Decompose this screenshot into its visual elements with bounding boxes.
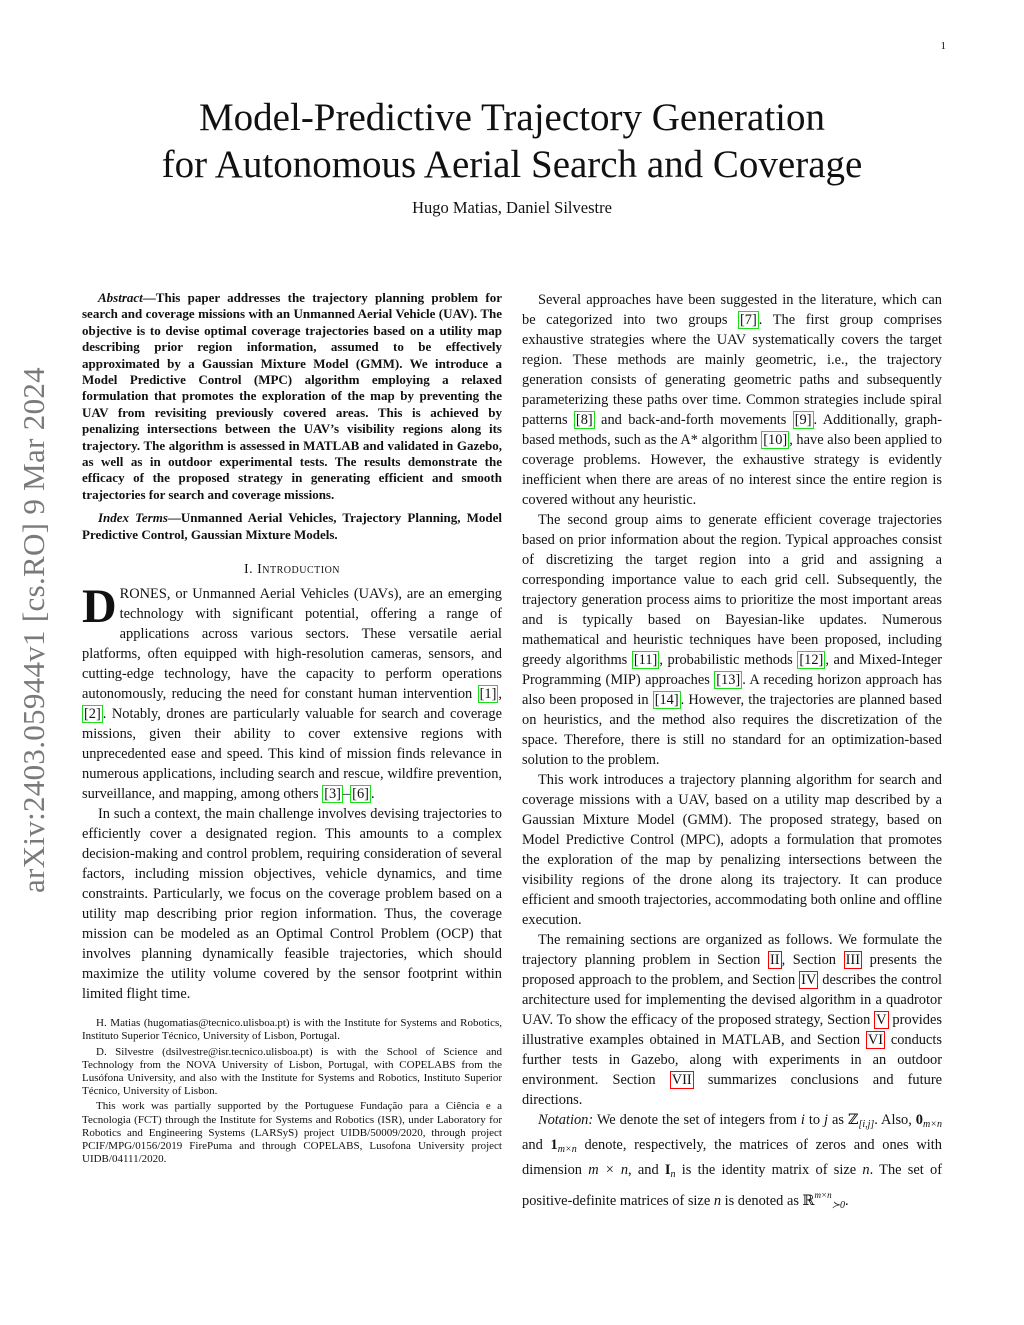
page-number: 1 — [940, 40, 946, 52]
abstract — [82, 290, 502, 503]
title-line-1: Model-Predictive Trajectory Generation — [199, 96, 825, 139]
math-symbol: 0 — [915, 1112, 923, 1128]
section-ref-link[interactable]: II — [769, 952, 780, 968]
body-text: . However, the trajectories are planned based on heuristics, and the method also requires the discretization of the space. Therefore, there is still no standard for an optimization-based solution to the problem. — [522, 692, 942, 768]
section-ref-link[interactable]: VII — [671, 1072, 692, 1088]
left-column — [82, 290, 502, 1168]
math-symbol: 1 — [550, 1137, 558, 1153]
math-symbol: I — [664, 1162, 671, 1178]
section-ref-link[interactable]: V — [876, 1012, 887, 1028]
abstract-text: —This paper addresses the trajectory planning problem for search and coverage missions with an Unmanned Aerial Vehicle (UAV). The objective is to devise optimal coverage trajectories based on a utility map describing prior region information, assumed to be effectively approximated by a Gaussian Mixture Model (GMM). We introduce a Model Predictive Control (MPC) algorithm employing a relaxed formulation that promotes the exploration of the map by preventing the UAV from revisiting previously covered areas. This is achieved by penalizing intersections between the UAV’s visibility regions along its trajectory. The algorithm is assessed in MATLAB and validated in Gazebo, as well as in outdoor experimental tests. The results demonstrate the efficacy of the proposed strategy in generating efficient and smooth trajectories for search and coverage missions. — [82, 290, 502, 502]
citation-link[interactable]: [14] — [654, 692, 679, 708]
footnote-author-2: D. Silvestre (dsilvestre@isr.tecnico.ulisboa.pt) is with the School of Science and Technology from the NOVA University of Lisbon, Portugal, with COPELABS from the Lusófona University, and also with the Institute for Systems and Robotics, Instituto Superior Técnico, University of Lisbon. — [82, 1045, 502, 1098]
body-text: . The first group comprises exhaustive strategies where the UAV systematically covers the target region. These methods are mainly geometric, i.e., the trajectory generation consists of generating geometric paths and subsequently parameterizing these paths over time. Common strategies include spiral patterns — [522, 312, 942, 428]
intro-text: . — [370, 786, 375, 803]
citation-link[interactable]: [8] — [575, 412, 593, 428]
index-terms-label: Index Terms — [98, 510, 168, 526]
math-symbol: j — [824, 1112, 829, 1128]
body-text: denote, respectively, the matrices of zeros and ones with dimension — [522, 1137, 942, 1178]
intro-text: RONES, or Unmanned Aerial Vehicles (UAVs), are an emerging technology with significant potential, offering a range of applications across various sectors. These versatile aerial platforms, often equipped with high-resolution cameras, sensors, and cutting-edge technology, have the capacity to perform operations autonomously, reducing the need for constant human intervention — [82, 586, 502, 703]
contribution-paragraph: This work introduces a trajectory planning algorithm for search and coverage missions with a UAV, based on a utility map described by a Gaussian Mixture Model (GMM). The proposed strategy, based on Model Predictive Control (MPC), adopts a formulation that promotes the exploration of the map by penalizing intersections between the visibility regions of the drone along its trajectory. It can produce efficient and smooth trajectories, accommodating both online and offline execution. — [522, 772, 942, 928]
math-superscript: m×n — [814, 1190, 832, 1200]
intro-text: . Notably, drones are particularly valuable for search and coverage missions, given their ability to cover extensive regions with unprecedented ease and speed. This kind of mission finds relevance in numerous applications, including search and rescue, wildfire prevention, surveillance, and mapping, among others — [82, 706, 502, 803]
body-text: is denoted as ℝ — [721, 1193, 815, 1209]
body-text: Several approaches have been suggested in the literature, which can be categorized into two groups — [522, 292, 942, 328]
paper-title — [80, 94, 944, 188]
organization-paragraph — [522, 930, 942, 1110]
related-work-paragraph-2 — [522, 510, 942, 770]
body-text: We denote the set of integers from — [593, 1112, 801, 1128]
citation-link[interactable]: [3] — [324, 786, 341, 803]
separator: – — [342, 786, 351, 803]
math-symbol: i — [800, 1112, 805, 1128]
citation-link[interactable]: [9] — [794, 412, 812, 428]
index-terms — [82, 510, 502, 543]
footnotes — [82, 1017, 502, 1166]
body-text: The second group aims to generate efficient coverage trajectories based on prior information about the region. Typical approaches consist of discretizing the target region into a grid and assigning a corresponding importance value to each grid cell. Subsequently, the trajectory generation process aims to prioritize the most important areas and is typically based on Bayesian-like updates. Numerous mathematical and heuristic techniques have been proposed, including greedy algorithms — [522, 512, 942, 668]
body-text: . Additionally, graph-based methods, such as the A* algorithm — [522, 412, 943, 448]
body-text: provides illustrative examples obtained in MATLAB, and Section — [522, 1012, 942, 1048]
index-terms-text: —Unmanned Aerial Vehicles, Trajectory Planning, Model Predictive Control, Gaussian Mixture Models. — [82, 510, 502, 542]
body-text: presents the proposed approach to the problem, and Section — [522, 952, 943, 988]
body-text: The remaining sections are organized as follows. We formulate the trajectory planning problem in Section — [522, 932, 942, 968]
citation-link[interactable]: [7] — [740, 312, 757, 328]
section-ref-link[interactable]: III — [845, 952, 860, 968]
body-text: , probabilistic methods — [659, 652, 798, 668]
math-subscript: [i,j] — [858, 1119, 875, 1130]
citation-link[interactable]: [11] — [633, 652, 658, 668]
math-symbol: m × n — [588, 1162, 629, 1178]
body-text: conducts further tests in Gazebo, along with experiments in an outdoor environment. Section — [522, 1032, 942, 1088]
arxiv-identifier-stamp: arXiv:2403.05944v1 [cs.RO] 9 Mar 2024 — [16, 367, 51, 893]
intro-paragraph-1 — [82, 580, 502, 804]
body-text: , and Mixed-Integer Programming (MIP) approaches — [522, 652, 943, 688]
section-ref-link[interactable]: IV — [801, 972, 817, 988]
body-text: . — [844, 1193, 849, 1209]
body-text: and — [522, 1137, 551, 1153]
body-text: is the identity matrix of size — [675, 1162, 863, 1178]
body-text: , Section — [781, 952, 844, 968]
math-subscript: n — [670, 1169, 676, 1180]
body-text: and back-and-forth movements — [594, 412, 793, 428]
body-text: . A receding horizon approach has also been proposed in — [522, 672, 942, 708]
citation-link[interactable]: [10] — [763, 432, 788, 448]
citation-link[interactable]: [6] — [352, 786, 369, 803]
citation-link[interactable]: [2] — [84, 706, 101, 723]
body-text: as ℤ — [828, 1112, 859, 1128]
title-line-2: for Autonomous Aerial Search and Coverage — [161, 143, 863, 186]
math-subscript: m×n — [557, 1144, 577, 1155]
separator: , — [498, 686, 502, 703]
body-text: describes the control architecture used for implementing the devised algorithm in a quadrotor UAV. To show the efficacy of the proposed strategy, Section — [522, 972, 942, 1028]
body-text: to — [804, 1112, 825, 1128]
footnote-funding: This work was partially supported by the Portuguese Fundação para a Ciência e a Tecnologia (FCT) through the Institute for Systems and Robotics (ISR), under Laboratory for Robotics and Engineering Systems (LARSyS) project UIDB/50009/2020, through project PCIF/MPG/0156/2019 FirePuma and through COPELABS, Lusofona University project UIDB/04111/2020. — [82, 1100, 502, 1166]
body-text: , and — [628, 1162, 665, 1178]
math-subscript: m×n — [923, 1119, 942, 1130]
math-symbol: n — [713, 1193, 722, 1209]
section-numeral: I. — [243, 562, 258, 578]
footnote-author-1: H. Matias (hugomatias@tecnico.ulisboa.pt) is with the Institute for Systems and Robotics, Instituto Superior Técnico, University of Lisbon, Portugal. — [82, 1017, 502, 1043]
notation-paragraph — [522, 1110, 942, 1216]
author-list: Hugo Matias, Daniel Silvestre — [412, 198, 612, 217]
abstract-label: Abstract — [98, 290, 143, 305]
body-text: . The set of positive-definite matrices of size — [522, 1162, 942, 1209]
drop-cap: D — [82, 580, 117, 634]
body-text: summarizes conclusions and future directions. — [522, 1072, 942, 1108]
math-symbol: n — [862, 1162, 870, 1178]
citation-link[interactable]: [13] — [716, 672, 741, 688]
citation-link[interactable]: [1] — [479, 686, 497, 703]
related-work-paragraph-1 — [522, 290, 942, 510]
section-heading-introduction — [82, 560, 502, 580]
body-text: . Also, — [874, 1112, 916, 1128]
section-ref-link[interactable]: VI — [867, 1032, 884, 1048]
intro-paragraph-2: In such a context, the main challenge involves devising trajectories to efficiently cover a designated region. This amounts to a complex decision-making and control problem, requiring consideration of several factors, including mission objectives, vehicle dynamics, and time constraints. Particularly, we focus on the coverage problem based on a utility map describing prior region information. Thus, the coverage mission can be modeled as an Optimal Control Problem (OCP) that involves planning dynamically feasible trajectories, which should maximize the utility volume covered by the sensor footprint within limited flight time. — [82, 806, 502, 1003]
section-name: Introduction — [257, 562, 341, 578]
citation-link[interactable]: [12] — [799, 652, 824, 668]
notation-label: Notation: — [538, 1112, 594, 1128]
body-text: , have also been applied to coverage problems. However, the exhaustive strategy is evidently inefficient when there are areas of no interest since the entire region is covered without any heuristic. — [522, 432, 942, 508]
math-subscript: ≻0 — [831, 1200, 845, 1211]
right-column — [522, 290, 942, 1216]
